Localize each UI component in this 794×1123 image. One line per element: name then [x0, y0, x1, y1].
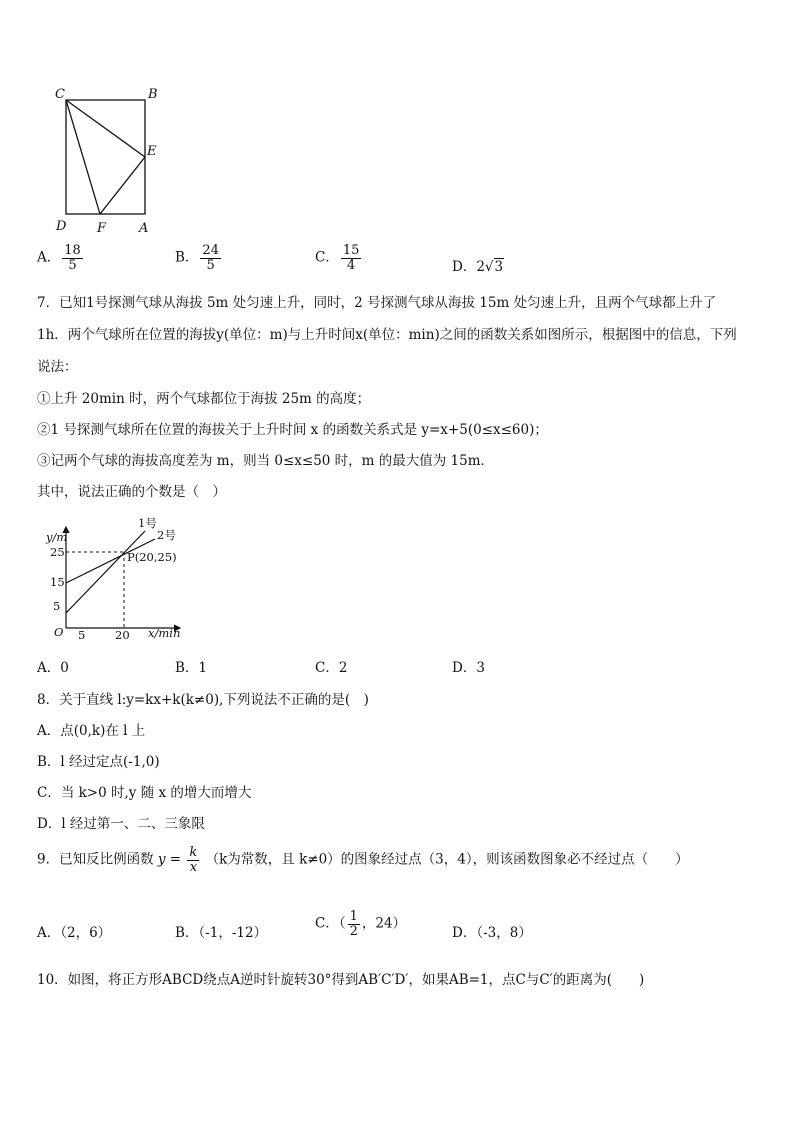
- q8-option-d[interactable]: D．l 经过第一、二、三象限: [37, 816, 205, 832]
- q8-option-b[interactable]: B．l 经过定点(-1,0): [37, 754, 160, 770]
- q7-line-1: 7．已知1号探测气球从海拔 5m 处匀速上升，同时，2 号探测气球从海拔 15m 处匀速上升，且两个气球都上升了: [37, 295, 717, 311]
- q7-option-c[interactable]: C．2: [315, 660, 348, 676]
- label-B: B: [148, 87, 158, 102]
- series-1-label: 1号: [138, 516, 157, 530]
- q6-option-a[interactable]: A． $\frac{18}{5}$: [37, 243, 81, 273]
- label-E: E: [147, 144, 157, 159]
- x-tick-5: 5: [78, 628, 86, 642]
- q7-line-3: 说法：: [37, 359, 78, 375]
- label-F: F: [97, 221, 107, 236]
- q8-option-c[interactable]: C．当 k>0 时,y 随 x 的增大而增大: [37, 785, 252, 801]
- y-tick-25: 25: [50, 545, 65, 559]
- origin-label: O: [54, 625, 64, 639]
- q7-line-2: 1h．两个气球所在位置的海拔y(单位：m)与上升时间x(单位：min)之间的函数关系如图所示，根据图中的信息，下列: [37, 327, 737, 343]
- q7-line-graph: [40, 513, 190, 643]
- label-A: A: [139, 221, 149, 236]
- q9-option-c[interactable]: C．（ $\frac{1}{2}$ ，24）: [315, 909, 407, 939]
- sqrt-sign: √: [484, 259, 494, 275]
- q7-statement-1: ①上升 20min 时，两个气球都位于海拔 25m 的高度；: [37, 391, 371, 407]
- q10-stem: 10．如图，将正方形ABCD绕点A逆时针旋转30°得到AB′C′D′，如果AB=1，点C与C′的距离为( ): [37, 972, 645, 988]
- fraction: $\frac{15}{4}$: [342, 243, 360, 273]
- q6-rectangle-figure: [52, 82, 162, 237]
- q6-option-d[interactable]: D．2√3: [452, 259, 504, 275]
- y-axis-label: y/m: [46, 530, 68, 544]
- q9-option-d[interactable]: D．（-3，8）: [452, 925, 532, 941]
- series-1-line: [66, 531, 145, 613]
- fraction: $\frac{18}{5}$: [64, 243, 81, 273]
- q6-option-b[interactable]: B． $\frac{24}{5}$: [175, 243, 219, 273]
- y-tick-5: 5: [53, 599, 61, 613]
- q7-option-a[interactable]: A．0: [37, 660, 69, 676]
- point-p-label: P(20,25): [127, 550, 177, 564]
- q7-question: 其中，说法正确的个数是（ ）: [37, 484, 226, 500]
- y-tick-15: 15: [50, 575, 65, 589]
- q6-option-c[interactable]: C． $\frac{15}{4}$: [315, 243, 360, 273]
- q7-option-b[interactable]: B．1: [175, 660, 208, 676]
- q9-option-b[interactable]: B．（-1，-12）: [175, 925, 268, 941]
- fraction: $\frac{24}{5}$: [202, 243, 219, 273]
- q8-option-a[interactable]: A．点(0,k)在 l 上: [37, 723, 146, 739]
- label-C: C: [55, 87, 65, 102]
- q8-stem: 8．关于直线 l:y=kx+k(k≠0),下列说法不正确的是( ): [37, 692, 369, 708]
- fraction-k-over-x: $\frac{k}{x}$: [189, 845, 198, 875]
- x-axis-label: x/min: [148, 626, 181, 640]
- q7-option-d[interactable]: D．3: [452, 660, 485, 676]
- label-D: D: [56, 219, 67, 234]
- q9-option-a[interactable]: A．（2，6）: [37, 925, 112, 941]
- x-tick-20: 20: [115, 628, 130, 642]
- q7-statement-2: ②1 号探测气球所在位置的海拔关于上升时间 x 的函数关系式是 y=x+5(0≤x≤60)；: [37, 422, 548, 438]
- series-2-label: 2号: [157, 528, 176, 542]
- q7-statement-3: ③记两个气球的海拔高度差为 m，则当 0≤x≤50 时，m 的最大值为 15m．: [37, 453, 495, 469]
- fraction: $\frac{1}{2}$: [349, 909, 358, 939]
- q9-stem: 9．已知反比例函数 y = $\frac{k}{x}$ （k为常数，且 k≠0）的图象经过点（3，4），则该函数图象必不经过点（ ）: [37, 845, 689, 875]
